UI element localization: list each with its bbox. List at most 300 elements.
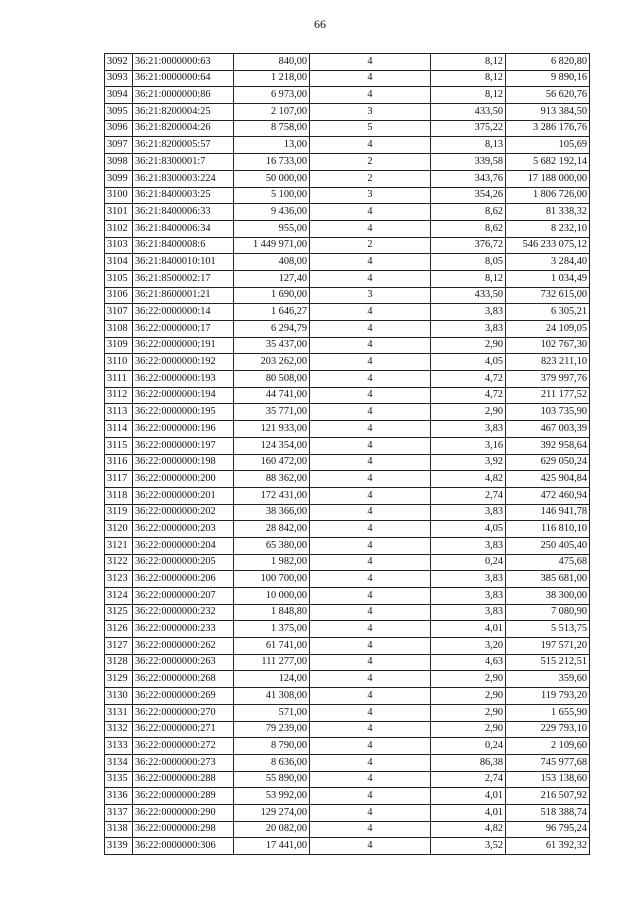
cadastral-number-cell: 36:22:0000000:288 <box>133 771 234 788</box>
cadastral-number-cell: 36:21:8400008:6 <box>133 237 234 254</box>
area-cell: 41 308,00 <box>234 688 310 705</box>
cadastral-value-cell: 216 507,92 <box>506 788 590 805</box>
row-number-cell: 3125 <box>105 604 133 621</box>
row-number-cell: 3112 <box>105 387 133 404</box>
rate-cell: 3,83 <box>431 588 506 605</box>
cadastral-value-cell: 56 620,76 <box>506 87 590 104</box>
cadastral-value-cell: 229 793,10 <box>506 721 590 738</box>
group-cell: 3 <box>310 287 431 304</box>
cadastral-value-table <box>104 53 590 855</box>
area-cell: 1 375,00 <box>234 621 310 638</box>
area-cell: 571,00 <box>234 704 310 721</box>
group-cell: 4 <box>310 254 431 271</box>
area-cell: 840,00 <box>234 54 310 71</box>
area-cell: 100 700,00 <box>234 571 310 588</box>
row-number-cell: 3109 <box>105 337 133 354</box>
table-row <box>105 671 590 688</box>
group-cell: 4 <box>310 804 431 821</box>
rate-cell: 433,50 <box>431 287 506 304</box>
area-cell: 6 294,79 <box>234 321 310 338</box>
rate-cell: 3,83 <box>431 504 506 521</box>
cadastral-value-cell: 732 615,00 <box>506 287 590 304</box>
table-row <box>105 437 590 454</box>
cadastral-number-cell: 36:22:0000000:203 <box>133 521 234 538</box>
cadastral-number-cell: 36:22:0000000:14 <box>133 304 234 321</box>
area-cell: 2 107,00 <box>234 104 310 121</box>
cadastral-number-cell: 36:22:0000000:306 <box>133 838 234 855</box>
group-cell: 3 <box>310 187 431 204</box>
area-cell: 16 733,00 <box>234 154 310 171</box>
cadastral-number-cell: 36:22:0000000:191 <box>133 337 234 354</box>
area-cell: 1 982,00 <box>234 554 310 571</box>
group-cell: 4 <box>310 270 431 287</box>
row-number-cell: 3131 <box>105 704 133 721</box>
table-row <box>105 738 590 755</box>
row-number-cell: 3124 <box>105 588 133 605</box>
area-cell: 129 274,00 <box>234 804 310 821</box>
table-row <box>105 454 590 471</box>
row-number-cell: 3132 <box>105 721 133 738</box>
rate-cell: 8,62 <box>431 220 506 237</box>
rate-cell: 2,90 <box>431 671 506 688</box>
rate-cell: 3,83 <box>431 321 506 338</box>
cadastral-value-cell: 96 795,24 <box>506 821 590 838</box>
table-row <box>105 354 590 371</box>
cadastral-value-cell: 379 997,76 <box>506 371 590 388</box>
group-cell: 4 <box>310 821 431 838</box>
cadastral-number-cell: 36:21:8400003:25 <box>133 187 234 204</box>
cadastral-number-cell: 36:22:0000000:193 <box>133 371 234 388</box>
group-cell: 4 <box>310 704 431 721</box>
group-cell: 4 <box>310 621 431 638</box>
cadastral-value-cell: 24 109,05 <box>506 321 590 338</box>
group-cell: 4 <box>310 838 431 855</box>
rate-cell: 3,83 <box>431 421 506 438</box>
table-row <box>105 321 590 338</box>
row-number-cell: 3122 <box>105 554 133 571</box>
row-number-cell: 3108 <box>105 321 133 338</box>
rate-cell: 4,72 <box>431 387 506 404</box>
row-number-cell: 3099 <box>105 170 133 187</box>
cadastral-value-cell: 385 681,00 <box>506 571 590 588</box>
cadastral-number-cell: 36:22:0000000:233 <box>133 621 234 638</box>
cadastral-value-cell: 1 806 726,00 <box>506 187 590 204</box>
table-row <box>105 204 590 221</box>
cadastral-value-cell: 5 682 192,14 <box>506 154 590 171</box>
rate-cell: 8,62 <box>431 204 506 221</box>
area-cell: 127,40 <box>234 270 310 287</box>
cadastral-number-cell: 36:22:0000000:192 <box>133 354 234 371</box>
cadastral-number-cell: 36:22:0000000:232 <box>133 604 234 621</box>
rate-cell: 4,82 <box>431 471 506 488</box>
area-cell: 35 771,00 <box>234 404 310 421</box>
group-cell: 4 <box>310 688 431 705</box>
table-row <box>105 504 590 521</box>
table-row <box>105 170 590 187</box>
area-cell: 35 437,00 <box>234 337 310 354</box>
rate-cell: 376,72 <box>431 237 506 254</box>
group-cell: 4 <box>310 604 431 621</box>
group-cell: 4 <box>310 454 431 471</box>
cadastral-value-cell: 425 904,84 <box>506 471 590 488</box>
rate-cell: 8,12 <box>431 54 506 71</box>
cadastral-number-cell: 36:22:0000000:273 <box>133 754 234 771</box>
cadastral-value-cell: 359,60 <box>506 671 590 688</box>
cadastral-number-cell: 36:22:0000000:195 <box>133 404 234 421</box>
row-number-cell: 3095 <box>105 104 133 121</box>
area-cell: 203 262,00 <box>234 354 310 371</box>
area-cell: 50 000,00 <box>234 170 310 187</box>
rate-cell: 8,12 <box>431 87 506 104</box>
area-cell: 1 646,27 <box>234 304 310 321</box>
table-row <box>105 471 590 488</box>
area-cell: 8 636,00 <box>234 754 310 771</box>
area-cell: 38 366,00 <box>234 504 310 521</box>
area-cell: 121 933,00 <box>234 421 310 438</box>
table-row <box>105 621 590 638</box>
cadastral-value-cell: 629 050,24 <box>506 454 590 471</box>
cadastral-number-cell: 36:22:0000000:198 <box>133 454 234 471</box>
cadastral-number-cell: 36:22:0000000:207 <box>133 588 234 605</box>
cadastral-value-cell: 475,68 <box>506 554 590 571</box>
cadastral-value-cell: 38 300,00 <box>506 588 590 605</box>
cadastral-value-cell: 211 177,52 <box>506 387 590 404</box>
table-row <box>105 804 590 821</box>
row-number-cell: 3130 <box>105 688 133 705</box>
cadastral-number-cell: 36:22:0000000:17 <box>133 321 234 338</box>
row-number-cell: 3129 <box>105 671 133 688</box>
rate-cell: 3,83 <box>431 537 506 554</box>
area-cell: 20 082,00 <box>234 821 310 838</box>
area-cell: 5 100,00 <box>234 187 310 204</box>
rate-cell: 343,76 <box>431 170 506 187</box>
area-cell: 1 848,80 <box>234 604 310 621</box>
area-cell: 160 472,00 <box>234 454 310 471</box>
cadastral-value-cell: 6 820,80 <box>506 54 590 71</box>
cadastral-value-cell: 913 384,50 <box>506 104 590 121</box>
rate-cell: 3,92 <box>431 454 506 471</box>
group-cell: 4 <box>310 304 431 321</box>
rate-cell: 4,01 <box>431 788 506 805</box>
table-row <box>105 387 590 404</box>
table-body <box>105 54 590 855</box>
row-number-cell: 3092 <box>105 54 133 71</box>
row-number-cell: 3119 <box>105 504 133 521</box>
group-cell: 4 <box>310 537 431 554</box>
cadastral-value-cell: 103 735,90 <box>506 404 590 421</box>
cadastral-value-cell: 7 080,90 <box>506 604 590 621</box>
cadastral-value-cell: 61 392,32 <box>506 838 590 855</box>
group-cell: 4 <box>310 204 431 221</box>
cadastral-number-cell: 36:22:0000000:263 <box>133 654 234 671</box>
row-number-cell: 3121 <box>105 537 133 554</box>
group-cell: 4 <box>310 554 431 571</box>
area-cell: 28 842,00 <box>234 521 310 538</box>
cadastral-value-cell: 9 890,16 <box>506 70 590 87</box>
area-cell: 44 741,00 <box>234 387 310 404</box>
table-row <box>105 838 590 855</box>
area-cell: 124,00 <box>234 671 310 688</box>
cadastral-number-cell: 36:21:8400006:34 <box>133 220 234 237</box>
group-cell: 4 <box>310 321 431 338</box>
cadastral-value-cell: 518 388,74 <box>506 804 590 821</box>
cadastral-value-cell: 8 232,10 <box>506 220 590 237</box>
row-number-cell: 3128 <box>105 654 133 671</box>
cadastral-value-cell: 2 109,60 <box>506 738 590 755</box>
table-row <box>105 154 590 171</box>
area-cell: 1 690,00 <box>234 287 310 304</box>
cadastral-number-cell: 36:22:0000000:272 <box>133 738 234 755</box>
group-cell: 4 <box>310 654 431 671</box>
group-cell: 4 <box>310 421 431 438</box>
cadastral-value-cell: 472 460,94 <box>506 487 590 504</box>
cadastral-value-cell: 6 305,21 <box>506 304 590 321</box>
area-cell: 111 277,00 <box>234 654 310 671</box>
rate-cell: 4,82 <box>431 821 506 838</box>
cadastral-number-cell: 36:22:0000000:262 <box>133 638 234 655</box>
table-row <box>105 187 590 204</box>
area-cell: 8 758,00 <box>234 120 310 137</box>
rate-cell: 0,24 <box>431 738 506 755</box>
cadastral-value-cell: 546 233 075,12 <box>506 237 590 254</box>
row-number-cell: 3101 <box>105 204 133 221</box>
table-row <box>105 304 590 321</box>
area-cell: 955,00 <box>234 220 310 237</box>
rate-cell: 3,16 <box>431 437 506 454</box>
cadastral-number-cell: 36:21:0000000:63 <box>133 54 234 71</box>
row-number-cell: 3093 <box>105 70 133 87</box>
row-number-cell: 3133 <box>105 738 133 755</box>
table-row <box>105 371 590 388</box>
group-cell: 4 <box>310 521 431 538</box>
rate-cell: 0,24 <box>431 554 506 571</box>
rate-cell: 8,12 <box>431 270 506 287</box>
cadastral-number-cell: 36:21:8200005:57 <box>133 137 234 154</box>
group-cell: 5 <box>310 120 431 137</box>
rate-cell: 2,90 <box>431 721 506 738</box>
page-number: 66 <box>314 17 326 31</box>
row-number-cell: 3116 <box>105 454 133 471</box>
rate-cell: 8,13 <box>431 137 506 154</box>
table-row <box>105 537 590 554</box>
area-cell: 172 431,00 <box>234 487 310 504</box>
group-cell: 2 <box>310 237 431 254</box>
cadastral-number-cell: 36:22:0000000:196 <box>133 421 234 438</box>
group-cell: 4 <box>310 721 431 738</box>
table-row <box>105 688 590 705</box>
row-number-cell: 3096 <box>105 120 133 137</box>
table-row <box>105 521 590 538</box>
area-cell: 10 000,00 <box>234 588 310 605</box>
area-cell: 1 218,00 <box>234 70 310 87</box>
table-row <box>105 87 590 104</box>
row-number-cell: 3123 <box>105 571 133 588</box>
area-cell: 61 741,00 <box>234 638 310 655</box>
group-cell: 3 <box>310 104 431 121</box>
group-cell: 4 <box>310 137 431 154</box>
area-cell: 8 790,00 <box>234 738 310 755</box>
cadastral-number-cell: 36:22:0000000:269 <box>133 688 234 705</box>
group-cell: 4 <box>310 404 431 421</box>
group-cell: 4 <box>310 771 431 788</box>
cadastral-value-cell: 119 793,20 <box>506 688 590 705</box>
area-cell: 1 449 971,00 <box>234 237 310 254</box>
rate-cell: 2,90 <box>431 688 506 705</box>
row-number-cell: 3100 <box>105 187 133 204</box>
cadastral-value-cell: 153 138,60 <box>506 771 590 788</box>
table-row <box>105 638 590 655</box>
cadastral-number-cell: 36:22:0000000:268 <box>133 671 234 688</box>
group-cell: 4 <box>310 638 431 655</box>
cadastral-value-cell: 105,69 <box>506 137 590 154</box>
row-number-cell: 3126 <box>105 621 133 638</box>
row-number-cell: 3120 <box>105 521 133 538</box>
cadastral-number-cell: 36:22:0000000:270 <box>133 704 234 721</box>
cadastral-number-cell: 36:21:8400006:33 <box>133 204 234 221</box>
group-cell: 4 <box>310 471 431 488</box>
group-cell: 4 <box>310 571 431 588</box>
rate-cell: 354,26 <box>431 187 506 204</box>
area-cell: 9 436,00 <box>234 204 310 221</box>
area-cell: 6 973,00 <box>234 87 310 104</box>
rate-cell: 433,50 <box>431 104 506 121</box>
row-number-cell: 3118 <box>105 487 133 504</box>
rate-cell: 8,05 <box>431 254 506 271</box>
cadastral-value-cell: 467 003,39 <box>506 421 590 438</box>
cadastral-number-cell: 36:22:0000000:206 <box>133 571 234 588</box>
cadastral-value-cell: 3 284,40 <box>506 254 590 271</box>
cadastral-number-cell: 36:21:8600001:21 <box>133 287 234 304</box>
group-cell: 4 <box>310 354 431 371</box>
cadastral-number-cell: 36:22:0000000:201 <box>133 487 234 504</box>
rate-cell: 3,83 <box>431 604 506 621</box>
cadastral-number-cell: 36:21:8200004:26 <box>133 120 234 137</box>
cadastral-number-cell: 36:22:0000000:202 <box>133 504 234 521</box>
row-number-cell: 3127 <box>105 638 133 655</box>
area-cell: 79 239,00 <box>234 721 310 738</box>
row-number-cell: 3104 <box>105 254 133 271</box>
cadastral-number-cell: 36:21:8300001:7 <box>133 154 234 171</box>
row-number-cell: 3137 <box>105 804 133 821</box>
cadastral-number-cell: 36:22:0000000:289 <box>133 788 234 805</box>
area-cell: 408,00 <box>234 254 310 271</box>
rate-cell: 4,05 <box>431 354 506 371</box>
cadastral-number-cell: 36:21:8200004:25 <box>133 104 234 121</box>
rate-cell: 2,90 <box>431 337 506 354</box>
rate-cell: 4,01 <box>431 621 506 638</box>
cadastral-value-cell: 197 571,20 <box>506 638 590 655</box>
rate-cell: 4,63 <box>431 654 506 671</box>
cadastral-value-cell: 81 338,32 <box>506 204 590 221</box>
rate-cell: 3,83 <box>431 304 506 321</box>
cadastral-number-cell: 36:22:0000000:197 <box>133 437 234 454</box>
table-row <box>105 220 590 237</box>
table-row <box>105 120 590 137</box>
table-row <box>105 237 590 254</box>
table-row <box>105 754 590 771</box>
cadastral-number-cell: 36:22:0000000:271 <box>133 721 234 738</box>
cadastral-number-cell: 36:21:8300003:224 <box>133 170 234 187</box>
rate-cell: 3,83 <box>431 571 506 588</box>
area-cell: 80 508,00 <box>234 371 310 388</box>
group-cell: 2 <box>310 154 431 171</box>
area-cell: 17 441,00 <box>234 838 310 855</box>
rate-cell: 2,74 <box>431 487 506 504</box>
cadastral-number-cell: 36:22:0000000:290 <box>133 804 234 821</box>
rate-cell: 3,52 <box>431 838 506 855</box>
row-number-cell: 3105 <box>105 270 133 287</box>
table-row <box>105 337 590 354</box>
area-cell: 13,00 <box>234 137 310 154</box>
table-row <box>105 788 590 805</box>
cadastral-number-cell: 36:22:0000000:298 <box>133 821 234 838</box>
cadastral-value-cell: 1 655,90 <box>506 704 590 721</box>
table-row <box>105 604 590 621</box>
group-cell: 4 <box>310 788 431 805</box>
cadastral-number-cell: 36:21:0000000:86 <box>133 87 234 104</box>
row-number-cell: 3097 <box>105 137 133 154</box>
table-row <box>105 554 590 571</box>
table-row <box>105 270 590 287</box>
table-row <box>105 104 590 121</box>
group-cell: 4 <box>310 738 431 755</box>
group-cell: 4 <box>310 337 431 354</box>
group-cell: 4 <box>310 70 431 87</box>
rate-cell: 2,90 <box>431 404 506 421</box>
row-number-cell: 3106 <box>105 287 133 304</box>
row-number-cell: 3134 <box>105 754 133 771</box>
row-number-cell: 3110 <box>105 354 133 371</box>
table-row <box>105 70 590 87</box>
rate-cell: 4,01 <box>431 804 506 821</box>
table-row <box>105 771 590 788</box>
group-cell: 4 <box>310 437 431 454</box>
cadastral-value-cell: 102 767,30 <box>506 337 590 354</box>
rate-cell: 86,38 <box>431 754 506 771</box>
cadastral-number-cell: 36:21:8400010:101 <box>133 254 234 271</box>
row-number-cell: 3103 <box>105 237 133 254</box>
group-cell: 4 <box>310 754 431 771</box>
rate-cell: 2,90 <box>431 704 506 721</box>
cadastral-value-cell: 116 810,10 <box>506 521 590 538</box>
row-number-cell: 3115 <box>105 437 133 454</box>
rate-cell: 339,58 <box>431 154 506 171</box>
cadastral-number-cell: 36:21:8500002:17 <box>133 270 234 287</box>
group-cell: 4 <box>310 487 431 504</box>
table-row <box>105 404 590 421</box>
row-number-cell: 3102 <box>105 220 133 237</box>
row-number-cell: 3111 <box>105 371 133 388</box>
table-row <box>105 287 590 304</box>
cadastral-value-cell: 250 405,40 <box>506 537 590 554</box>
cadastral-value-cell: 17 188 000,00 <box>506 170 590 187</box>
group-cell: 4 <box>310 54 431 71</box>
row-number-cell: 3135 <box>105 771 133 788</box>
table-row <box>105 54 590 71</box>
cadastral-value-cell: 745 977,68 <box>506 754 590 771</box>
table-row <box>105 487 590 504</box>
group-cell: 4 <box>310 504 431 521</box>
rate-cell: 375,22 <box>431 120 506 137</box>
row-number-cell: 3098 <box>105 154 133 171</box>
row-number-cell: 3138 <box>105 821 133 838</box>
area-cell: 65 380,00 <box>234 537 310 554</box>
cadastral-value-cell: 5 513,75 <box>506 621 590 638</box>
table-row <box>105 254 590 271</box>
group-cell: 4 <box>310 671 431 688</box>
row-number-cell: 3114 <box>105 421 133 438</box>
area-cell: 124 354,00 <box>234 437 310 454</box>
